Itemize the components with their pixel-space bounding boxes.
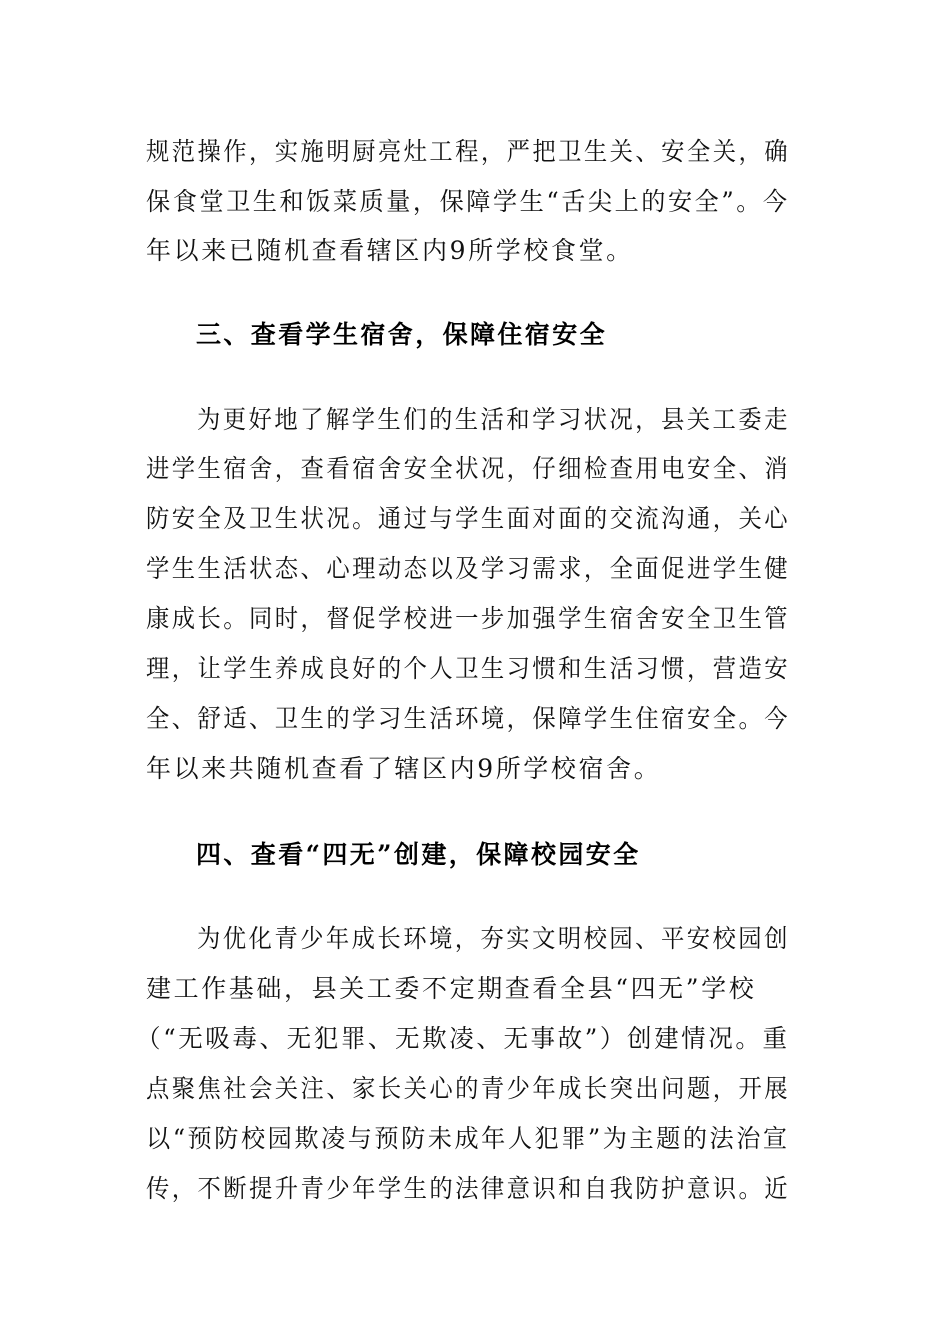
paragraph-line: 学生生活状态、心理动态以及学习需求，全面促进学生健	[146, 554, 790, 583]
paragraph-line: 点聚焦社会关注、家长关心的青少年成长突出问题，开展	[146, 1074, 790, 1103]
paragraph-line: 规范操作，实施明厨亮灶工程，严把卫生关、安全关，确	[146, 137, 790, 166]
paragraph-line: 以“预防校园欺凌与预防未成年人犯罪”为主题的法治宣	[146, 1124, 790, 1153]
paragraph-line: 传，不断提升青少年学生的法律意识和自我防护意识。近	[146, 1174, 790, 1203]
paragraph-line: 年以来已随机查看辖区内9所学校食堂。	[146, 236, 634, 265]
paragraph-line: 理，让学生养成良好的个人卫生习惯和生活习惯，营造安	[146, 654, 790, 683]
paragraph-line: 保食堂卫生和饭菜质量，保障学生“舌尖上的安全”。今	[146, 187, 790, 216]
paragraph-line: 全、舒适、卫生的学习生活环境，保障学生住宿安全。今	[146, 704, 790, 733]
paragraph-line: 为优化青少年成长环境，夯实文明校园、平安校园创	[197, 924, 790, 953]
section-heading-3: 三、查看学生宿舍，保障住宿安全	[196, 320, 608, 349]
paragraph-line: 康成长。同时，督促学校进一步加强学生宿舍安全卫生管	[146, 604, 790, 633]
paragraph-line: 进学生宿舍，查看宿舍安全状况，仔细检查用电安全、消	[146, 454, 790, 483]
paragraph-line: 防安全及卫生状况。通过与学生面对面的交流沟通，关心	[146, 504, 790, 533]
paragraph-line: （“无吸毒、无犯罪、无欺凌、无事故”）创建情况。重	[136, 1024, 790, 1053]
paragraph-line: 建工作基础，县关工委不定期查看全县“四无”学校	[146, 974, 757, 1003]
paragraph-line: 年以来共随机查看了辖区内9所学校宿舍。	[146, 754, 662, 783]
paragraph-line: 为更好地了解学生们的生活和学习状况，县关工委走	[197, 405, 790, 434]
section-heading-4: 四、查看“四无”创建，保障校园安全	[196, 840, 641, 869]
